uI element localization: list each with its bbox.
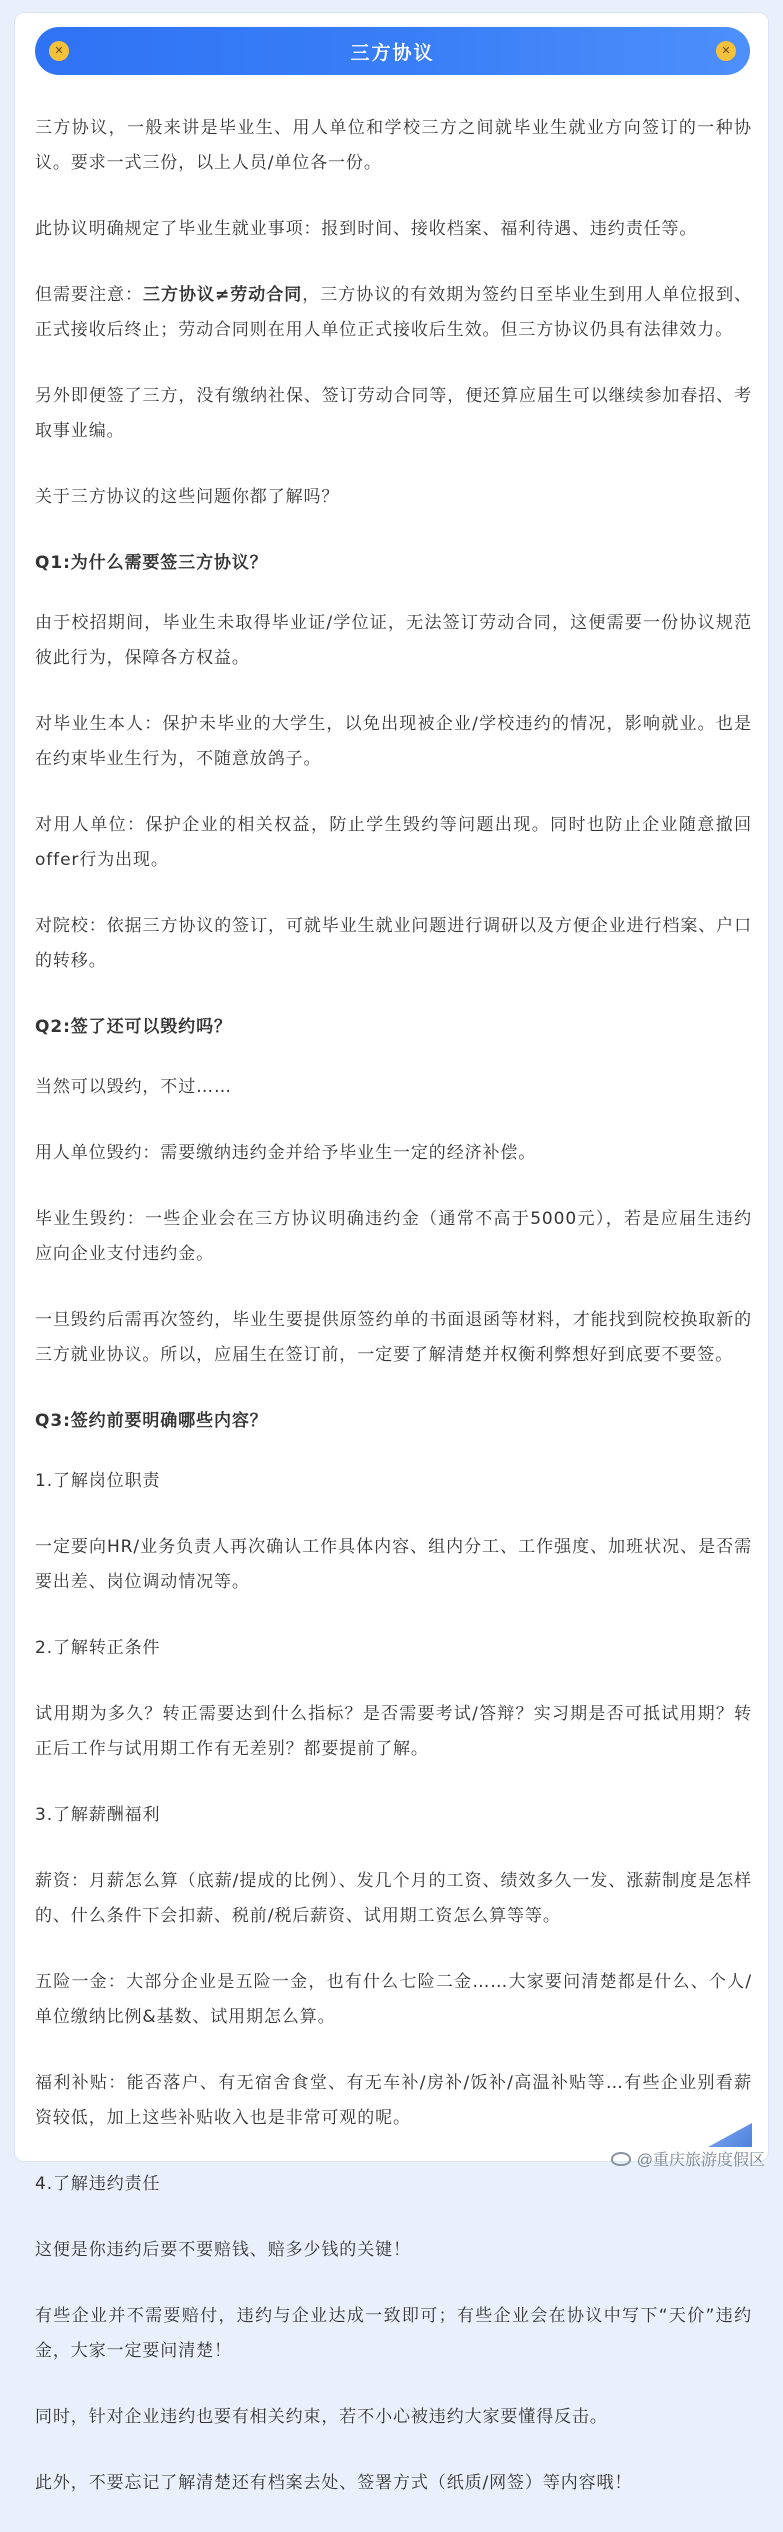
subheading: 2.了解转正条件 [35,1631,752,1666]
notice-emphasis: 三方协议≠劳动合同 [143,285,302,305]
question-heading-q3: Q3:签约前要明确哪些内容？ [35,1404,752,1439]
paragraph: 薪资：月薪怎么算（底薪/提成的比例）、发几个月的工资、绩效多久一发、涨薪制度是怎样的、什么条件下会扣薪、税前/税后薪资、试用期工资怎么算等等。 [35,1864,752,1934]
page-title: 三方协议 [350,38,434,65]
paragraph: 试用期为多久？转正需要达到什么指标？是否需要考试/答辩？实习期是否可抵试用期？转正后工作与试用期工作有无差别？都要提前了解。 [35,1697,752,1767]
paragraph: 对用人单位：保护企业的相关权益，防止学生毁约等问题出现。同时也防止企业随意撤回offer行为出现。 [35,808,752,878]
paragraph-notice [35,278,752,348]
paragraph: 一旦毁约后需再次签约，毕业生要提供原签约单的书面退函等材料，才能找到院校换取新的三方就业协议。所以，应届生在签订前，一定要了解清楚并权衡利弊想好到底要不要签。 [35,1303,752,1373]
paragraph: 这便是你违约后要不要赔钱、赔多少钱的关键！ [35,2233,752,2268]
watermark [611,2147,765,2170]
question-heading-q2: Q2:签了还可以毁约吗？ [35,1010,752,1045]
paragraph: 另外即便签了三方，没有缴纳社保、签订劳动合同等，便还算应届生可以继续参加春招、考取事业编。 [35,379,752,449]
paragraph: 当然可以毁约，不过…… [35,1070,752,1105]
subheading: 1.了解岗位职责 [35,1464,752,1499]
paragraph: 此协议明确规定了毕业生就业事项：报到时间、接收档案、福利待遇、违约责任等。 [35,212,752,247]
paragraph: 对毕业生本人：保护未毕业的大学生，以免出现被企业/学校违约的情况，影响就业。也是在约束毕业生行为，不随意放鸽子。 [35,707,752,777]
paragraph: 用人单位毁约：需要缴纳违约金并给予毕业生一定的经济补偿。 [35,1136,752,1171]
watermark-text: @重庆旅游度假区 [637,2147,765,2170]
paragraph: 三方协议，一般来讲是毕业生、用人单位和学校三方之间就毕业生就业方向签订的一种协议。要求一式三份，以上人员/单位各一份。 [35,111,752,181]
paragraph: 一定要向HR/业务负责人再次确认工作具体内容、组内分工、工作强度、加班状况、是否需要出差、岗位调动情况等。 [35,1530,752,1600]
paragraph: 福利补贴：能否落户、有无宿舍食堂、有无车补/房补/饭补/高温补贴等…有些企业别看薪资较低，加上这些补贴收入也是非常可观的呢。 [35,2066,752,2136]
subheading: 3.了解薪酬福利 [35,1798,752,1833]
paragraph: 有些企业并不需要赔付，违约与企业达成一致即可；有些企业会在协议中写下“天价”违约金，大家一定要问清楚！ [35,2299,752,2369]
paragraph: 由于校招期间，毕业生未取得毕业证/学位证，无法签订劳动合同，这便需要一份协议规范彼此行为，保障各方权益。 [35,606,752,676]
article-card [14,12,769,2162]
notice-rest: ，三方协议的有效期为签约日至毕业生到用人单位报到、正式接收后终止；劳动合同则在用人单位正式接收后生效。但三方协议仍具有法律效力。 [35,285,752,340]
paragraph: 五险一金：大部分企业是五险一金，也有什么七险二金……大家要问清楚都是什么、个人/单位缴纳比例&基数、试用期怎么算。 [35,1965,752,2035]
paragraph: 关于三方协议的这些问题你都了解吗？ [35,480,752,515]
paragraph: 毕业生毁约：一些企业会在三方协议明确违约金（通常不高于5000元），若是应届生违约应向企业支付违约金。 [35,1202,752,1272]
paragraph: 同时，针对企业违约也要有相关约束，若不小心被违约大家要懂得反击。 [35,2400,752,2435]
paragraph: 对院校：依据三方协议的签订，可就毕业生就业问题进行调研以及方便企业进行档案、户口的转移。 [35,909,752,979]
left-badge-icon: ✕ [49,41,69,61]
notice-lead: 但需要注意： [35,285,143,305]
title-banner [35,27,750,75]
subheading: 4.了解违约责任 [35,2167,752,2202]
paragraph: 此外，不要忘记了解清楚还有档案去处、签署方式（纸质/网签）等内容哦！ [35,2466,752,2501]
question-heading-q1: Q1:为什么需要签三方协议？ [35,546,752,581]
weibo-icon [611,2152,631,2166]
right-badge-icon: ✕ [716,41,736,61]
